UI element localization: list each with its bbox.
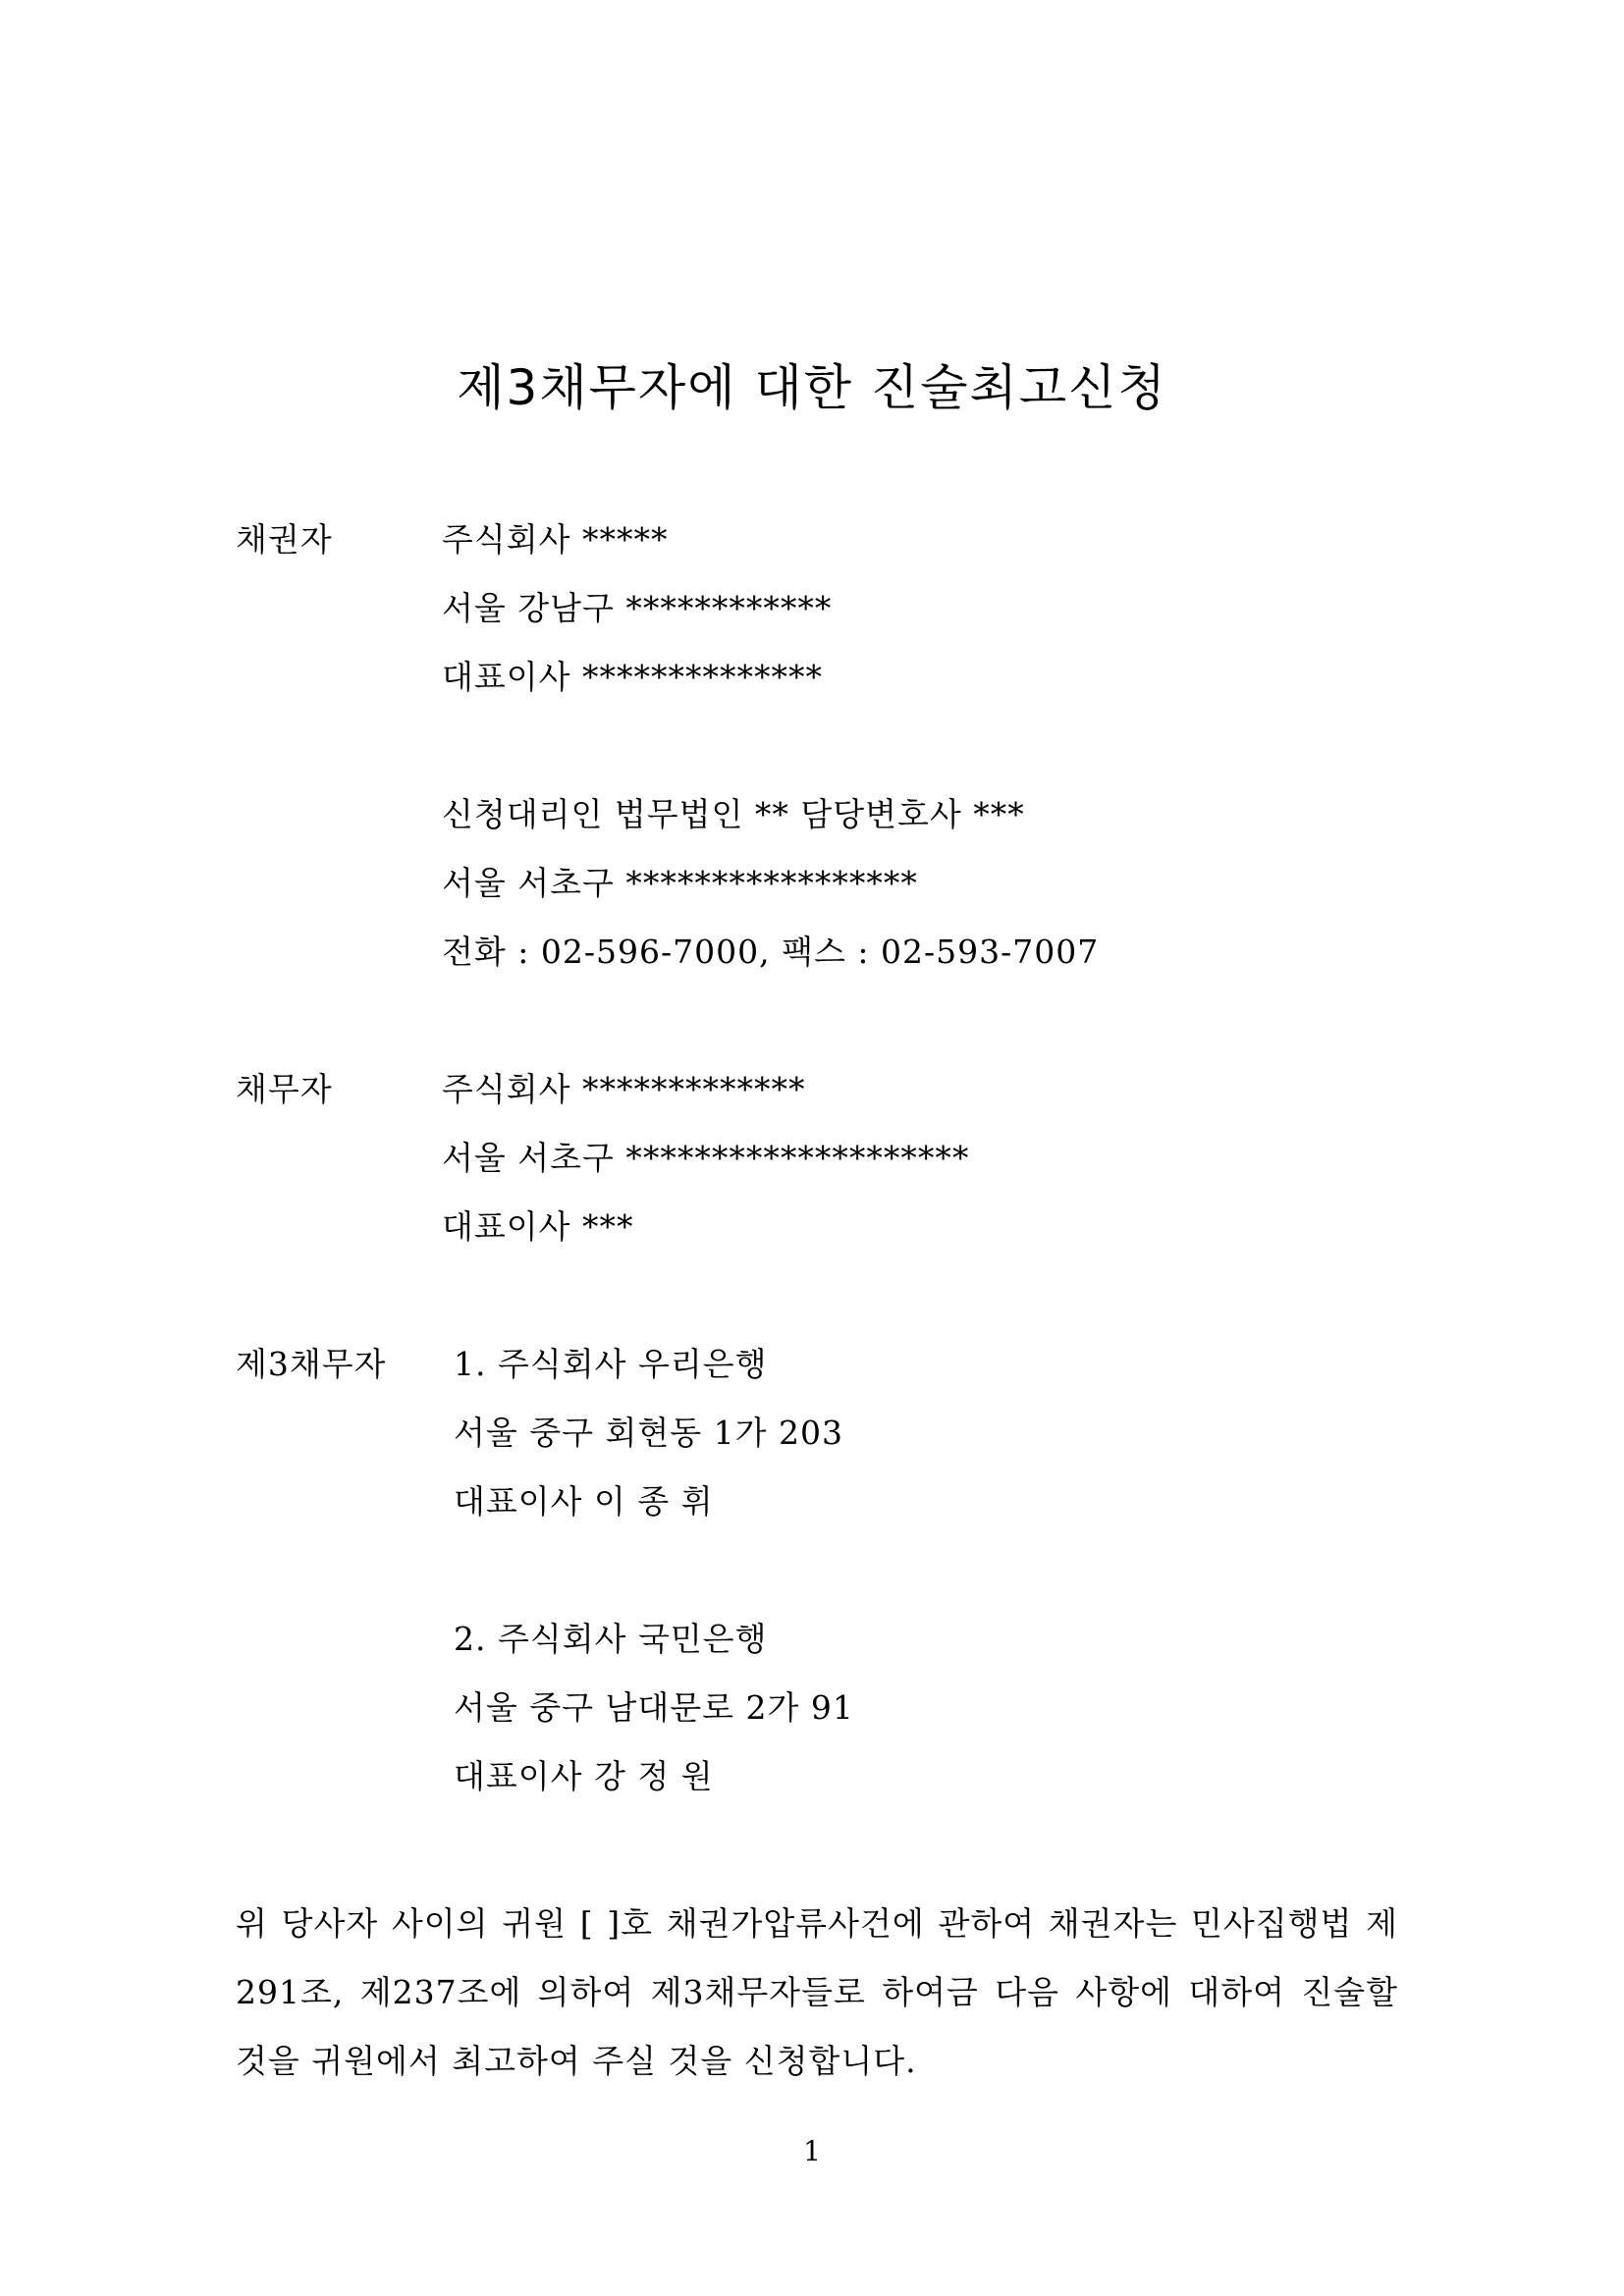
creditor-address: 서울 강남구 ************	[442, 589, 833, 627]
third-party-2-address: 서울 중구 남대문로 2가 91	[454, 1688, 854, 1727]
debtor-representative: 대표이사 ***	[442, 1207, 634, 1246]
creditor-agent-contact: 전화 : 02-596-7000, 팩스 : 02-593-7007	[442, 933, 1100, 971]
debtor-name: 주식회사 *************	[442, 1070, 806, 1108]
creditor-label: 채권자	[236, 520, 333, 559]
creditor-agent: 신청대리인 법무법인 ** 담당변호사 ***	[442, 795, 1025, 833]
third-party-1-representative: 대표이사 이 종 휘	[454, 1482, 714, 1521]
third-party-2-name: 2. 주식회사 국민은행	[454, 1620, 768, 1658]
third-party-label: 제3채무자	[236, 1345, 387, 1383]
creditor-representative: 대표이사 **************	[442, 658, 824, 696]
creditor-agent-address: 서울 서초구 *****************	[442, 864, 918, 902]
debtor-address: 서울 서초구 ********************	[442, 1139, 970, 1177]
creditor-name: 주식회사 *****	[442, 520, 669, 559]
third-party-1-address: 서울 중구 회현동 1가 203	[454, 1414, 843, 1452]
document-title: 제3채무자에 대한 진술최고신청	[457, 359, 1167, 416]
third-party-1-name: 1. 주식회사 우리은행	[454, 1345, 768, 1383]
page-number: 1	[803, 2135, 821, 2167]
debtor-label: 채무자	[236, 1070, 333, 1108]
request-body: 위 당사자 사이의 귀원 [ ]호 채권가압류사건에 관하여 채권자는 민사집행법 제291조, 제237조에 의하여 제3채무자들로 하여금 다음 사항에 대하여 진술할 것을 귀원에서 최고하여 주실 것을 신청합니다.	[236, 1904, 1398, 2080]
third-party-2-representative: 대표이사 강 정 원	[454, 1757, 714, 1795]
